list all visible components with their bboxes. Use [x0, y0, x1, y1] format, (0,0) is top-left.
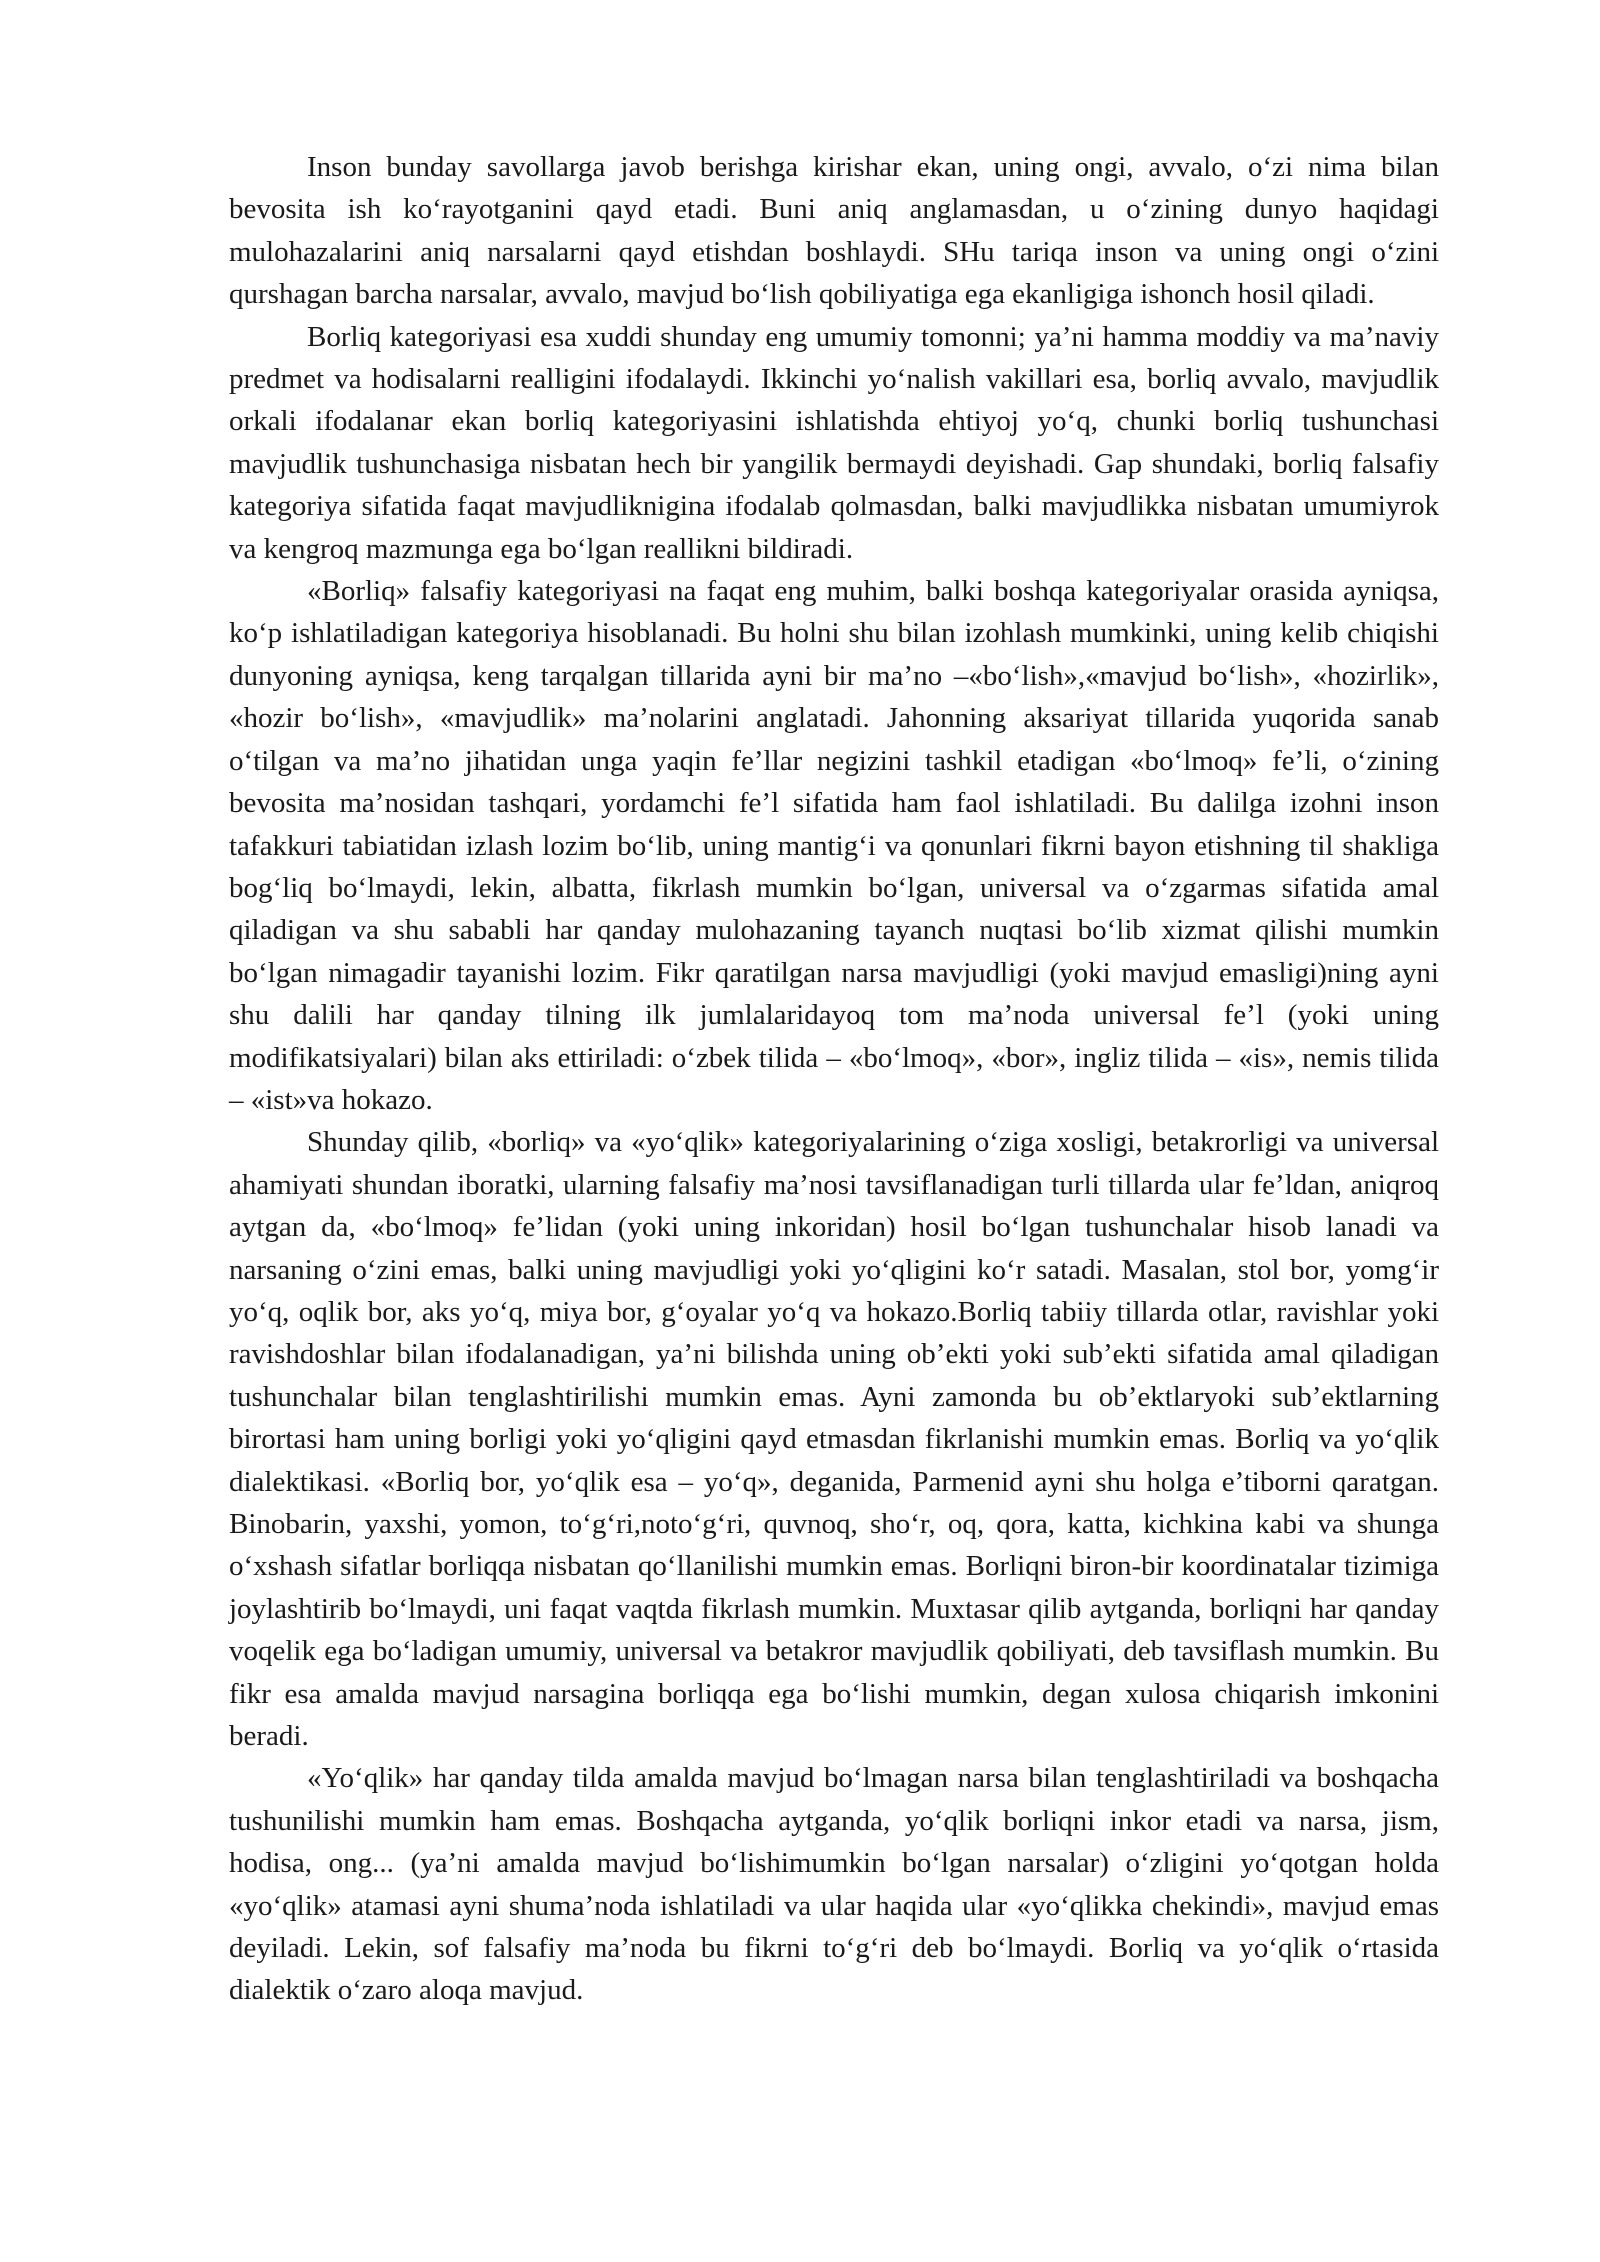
paragraph: Shunday qilib, «borliq» va «yo‘qlik» kategoriyalarining o‘ziga xosligi, betakrorligi va universal ahamiyati shundan iboratki, ularning falsafiy ma’nosi tavsiflanadigan turli tillarda ular fe’ldan, aniqroq aytgan da, «bo‘lmoq» fe’lidan (yoki uning inkoridan) hosil bo‘lgan tushunchalar hisob lanadi va narsaning o‘zini emas, balki uning mavjudligi yoki yo‘qligini ko‘r satadi. Masalan, stol bor, yomg‘ir yo‘q, oqlik bor, aks yo‘q, miya bor, g‘oyalar yo‘q va hokazo.Borliq tabiiy tillarda otlar, ravishlar yoki ravishdoshlar bilan ifodalanadigan, ya’ni bilishda uning ob’ekti yoki sub’ekti sifatida amal qiladigan tushunchalar bilan tenglashtirilishi mumkin emas. Ayni zamonda bu ob’ektlaryoki sub’ektlarning birortasi ham uning borligi yoki yo‘qligini qayd etmasdan fikrlanishi mumkin emas. Borliq va yo‘qlik dialektikasi. «Borliq bor, yo‘qlik esa – yo‘q», deganida, Parmenid ayni shu holga e’tiborni qaratgan. Binobarin, yaxshi, yomon, to‘g‘ri,noto‘g‘ri, quvnoq, sho‘r, oq, qora, katta, kichkina kabi va shunga o‘xshash sifatlar borliqqa nisbatan qo‘llanilishi mumkin emas. Borliqni biron-bir koordinatalar tizimiga joylashtirib bo‘lmaydi, uni faqat vaqtda fikrlash mumkin. Muxtasar qilib aytganda, borliqni har qanday voqelik ega bo‘ladigan umumiy, universal va betakror mavjudlik qobiliyati, deb tavsiflash mumkin. Bu fikr esa amalda mavjud narsagina borliqqa ega bo‘lishi mumkin, degan xulosa chiqarish imkonini beradi. — [229, 1126, 1439, 1753]
paragraph: Inson bunday savollarga javob berishga kirishar ekan, uning ongi, avvalo, o‘zi nima bilan bevosita ish ko‘rayotganini qayd etadi. Buni aniq anglamasdan, u o‘zining dunyo haqidagi mulohazalarini aniq narsalarni qayd etishdan boshlaydi. SHu tariqa inson va uning ongi o‘zini qurshagan barcha narsalar, avvalo, mavjud bo‘lish qobiliyatiga ega ekanligiga ishonch hosil qiladi. — [229, 151, 1439, 311]
paragraph: «Yo‘qlik» har qanday tilda amalda mavjud bo‘lmagan narsa bilan tenglashtiriladi va boshqacha tushunilishi mumkin ham emas. Boshqacha aytganda, yo‘qlik borliqni inkor etadi va narsa, jism, hodisa, ong... (ya’ni amalda mavjud bo‘lishimumkin bo‘lgan narsalar) o‘zligini yo‘qotgan holda «yo‘qlik» atamasi ayni shuma’noda ishlatiladi va ular haqida ular «yo‘qlikka chekindi», mavjud emas deyiladi. Lekin, sof falsafiy ma’noda bu fikrni to‘g‘ri deb bo‘lmaydi. Borliq va yo‘qlik o‘rtasida dialektik o‘zaro aloqa mavjud. — [229, 1762, 1439, 2007]
paragraph: Borliq kategoriyasi esa xuddi shunday eng umumiy tomonni; ya’ni hamma moddiy va ma’naviy predmet va hodisalarni realligini ifodalaydi. Ikkinchi yo‘nalish vakillari esa, borliq avvalo, mavjudlik orkali ifodalanar ekan borliq kategoriyasini ishlatishda ehtiyoj yo‘q, chunki borliq tushunchasi mavjudlik tushunchasiga nisbatan hech bir yangilik bermaydi deyishadi. Gap shundaki, borliq falsafiy kategoriya sifatida faqat mavjudliknigina ifodalab qolmasdan, balki mavjudlikka nisbatan umumiyrok va kengroq mazmunga ega bo‘lgan reallikni bildiradi. — [229, 320, 1439, 565]
paragraph: «Borliq» falsafiy kategoriyasi na faqat eng muhim, balki boshqa kategoriyalar orasida ayniqsa, ko‘p ishlatiladigan kategoriya hisoblanadi. Bu holni shu bilan izohlash mumkinki, uning kelib chiqishi dunyoning ayniqsa, keng tarqalgan tillarida ayni bir ma’no –«bo‘lish»,«mavjud bo‘lish», «hozirlik», «hozir bo‘lish», «mavjudlik» ma’nolarini anglatadi. Jahonning aksariyat tillarida yuqorida sanab o‘tilgan va ma’no jihatidan unga yaqin fe’llar negizini tashkil etadigan «bo‘lmoq» fe’li, o‘zining bevosita ma’nosidan tashqari, yordamchi fe’l sifatida ham faol ishlatiladi. Bu dalilga izohni inson tafakkuri tabiatidan izlash lozim bo‘lib, uning mantig‘i va qonunlari fikrni bayon etishning til shakliga bog‘liq bo‘lmaydi, lekin, albatta, fikrlash mumkin bo‘lgan, universal va o‘zgarmas sifatida amal qiladigan va shu sababli har qanday mulohazaning tayanch nuqtasi bo‘lib xizmat qilishi mumkin bo‘lgan nimagadir tayanishi lozim. Fikr qaratilgan narsa mavjudligi (yoki mavjud emasligi)ning ayni shu dalili har qanday tilning ilk jumlalaridayoq tom ma’noda universal fe’l (yoki uning modifikatsiyalari) bilan aks ettiriladi: o‘zbek tilida – «bo‘lmoq», «bor», ingliz tilida – «is», nemis tilida – «ist»va hokazo. — [229, 575, 1439, 1116]
document-page — [229, 146, 1439, 2012]
